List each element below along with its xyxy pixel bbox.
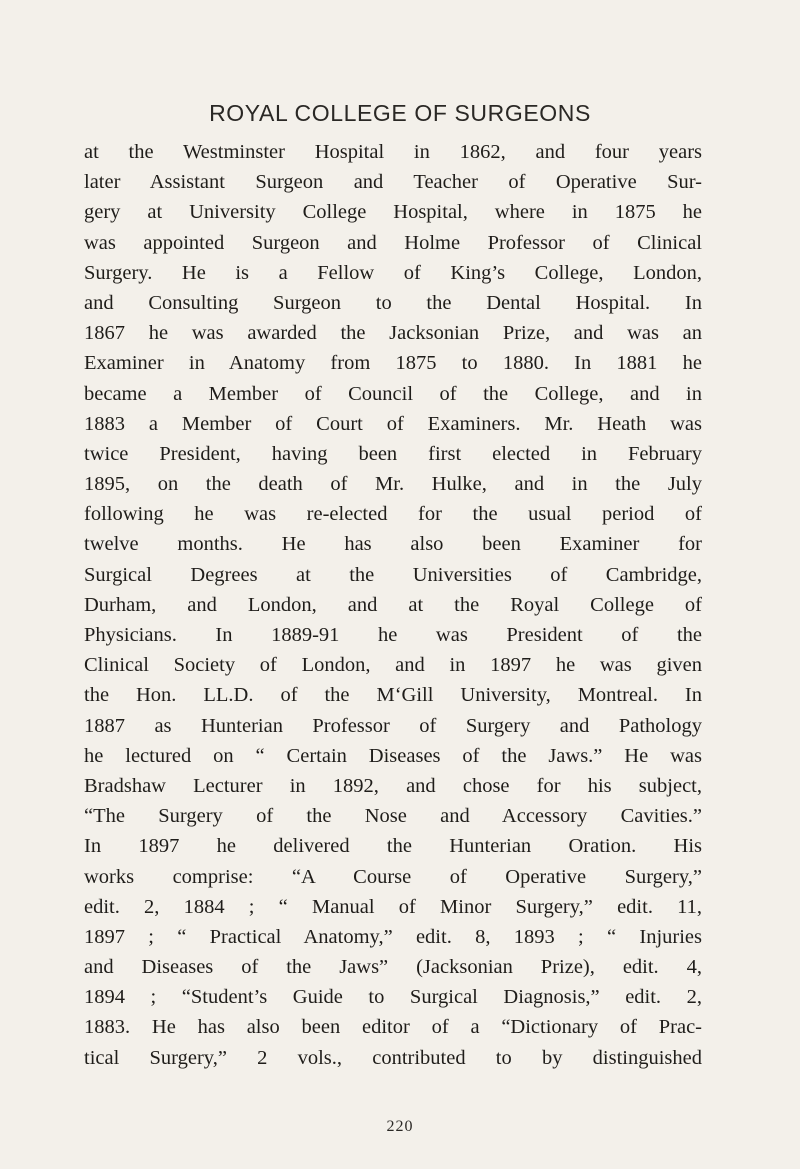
text-line: In 1897 he delivered the Hunterian Oration. His bbox=[84, 835, 702, 858]
text-line: 1887 as Hunterian Professor of Surgery and Pathology bbox=[84, 714, 702, 737]
text-line: 1867 he was awarded the Jacksonian Prize, and was an bbox=[84, 322, 702, 345]
text-line: Bradshaw Lecturer in 1892, and chose for his subject, bbox=[84, 774, 702, 797]
text-line: tical Surgery,” 2 vols., contributed to by distinguished bbox=[84, 1046, 702, 1069]
text-line: twelve months. He has also been Examiner for bbox=[84, 533, 702, 556]
text-line: Durham, and London, and at the Royal College of bbox=[84, 593, 702, 616]
text-line: and Diseases of the Jaws” (Jacksonian Prize), edit. 4, bbox=[84, 956, 702, 979]
text-line: works comprise: “A Course of Operative Surgery,” bbox=[84, 865, 702, 888]
text-line: 1897 ; “ Practical Anatomy,” edit. 8, 1893 ; “ Injuries bbox=[84, 925, 702, 948]
text-line: later Assistant Surgeon and Teacher of Operative Sur- bbox=[84, 171, 702, 194]
running-head: ROYAL COLLEGE OF SURGEONS bbox=[209, 100, 591, 126]
text-line: 1883. He has also been editor of a “Dictionary of Prac- bbox=[84, 1016, 702, 1039]
body-paragraph bbox=[84, 137, 702, 1073]
text-line: at the Westminster Hospital in 1862, and four years bbox=[84, 141, 702, 163]
text-line: the Hon. LL.D. of the M‘Gill University, Montreal. In bbox=[84, 684, 702, 707]
text-line: gery at University College Hospital, where in 1875 he bbox=[84, 201, 702, 224]
text-line: became a Member of Council of the College, and in bbox=[84, 382, 702, 405]
text-line: Physicians. In 1889-91 he was President of the bbox=[84, 624, 702, 646]
text-line: 1894 ; “Student’s Guide to Surgical Diagnosis,” edit. 2, bbox=[84, 986, 702, 1009]
text-line: 1895, on the death of Mr. Hulke, and in the July bbox=[84, 473, 702, 496]
text-line: Examiner in Anatomy from 1875 to 1880. In 1881 he bbox=[84, 352, 702, 375]
text-line: twice President, having been first elected in February bbox=[84, 442, 702, 465]
page-number: 220 bbox=[386, 1118, 414, 1135]
text-line: was appointed Surgeon and Holme Professor of Clinical bbox=[84, 231, 702, 254]
text-line: Clinical Society of London, and in 1897 he was given bbox=[84, 654, 702, 677]
text-line: he lectured on “ Certain Diseases of the Jaws.” He was bbox=[84, 744, 702, 767]
text-line: Surgery. He is a Fellow of King’s College, London, bbox=[84, 261, 702, 284]
text-line: edit. 2, 1884 ; “ Manual of Minor Surgery,” edit. 11, bbox=[84, 895, 702, 918]
text-line: Surgical Degrees at the Universities of Cambridge, bbox=[84, 563, 702, 586]
text-line: following he was re-elected for the usual period of bbox=[84, 503, 702, 526]
text-line: and Consulting Surgeon to the Dental Hospital. In bbox=[84, 291, 702, 314]
text-line: “The Surgery of the Nose and Accessory Cavities.” bbox=[84, 805, 702, 828]
text-line: 1883 a Member of Court of Examiners. Mr. Heath was bbox=[84, 412, 702, 435]
